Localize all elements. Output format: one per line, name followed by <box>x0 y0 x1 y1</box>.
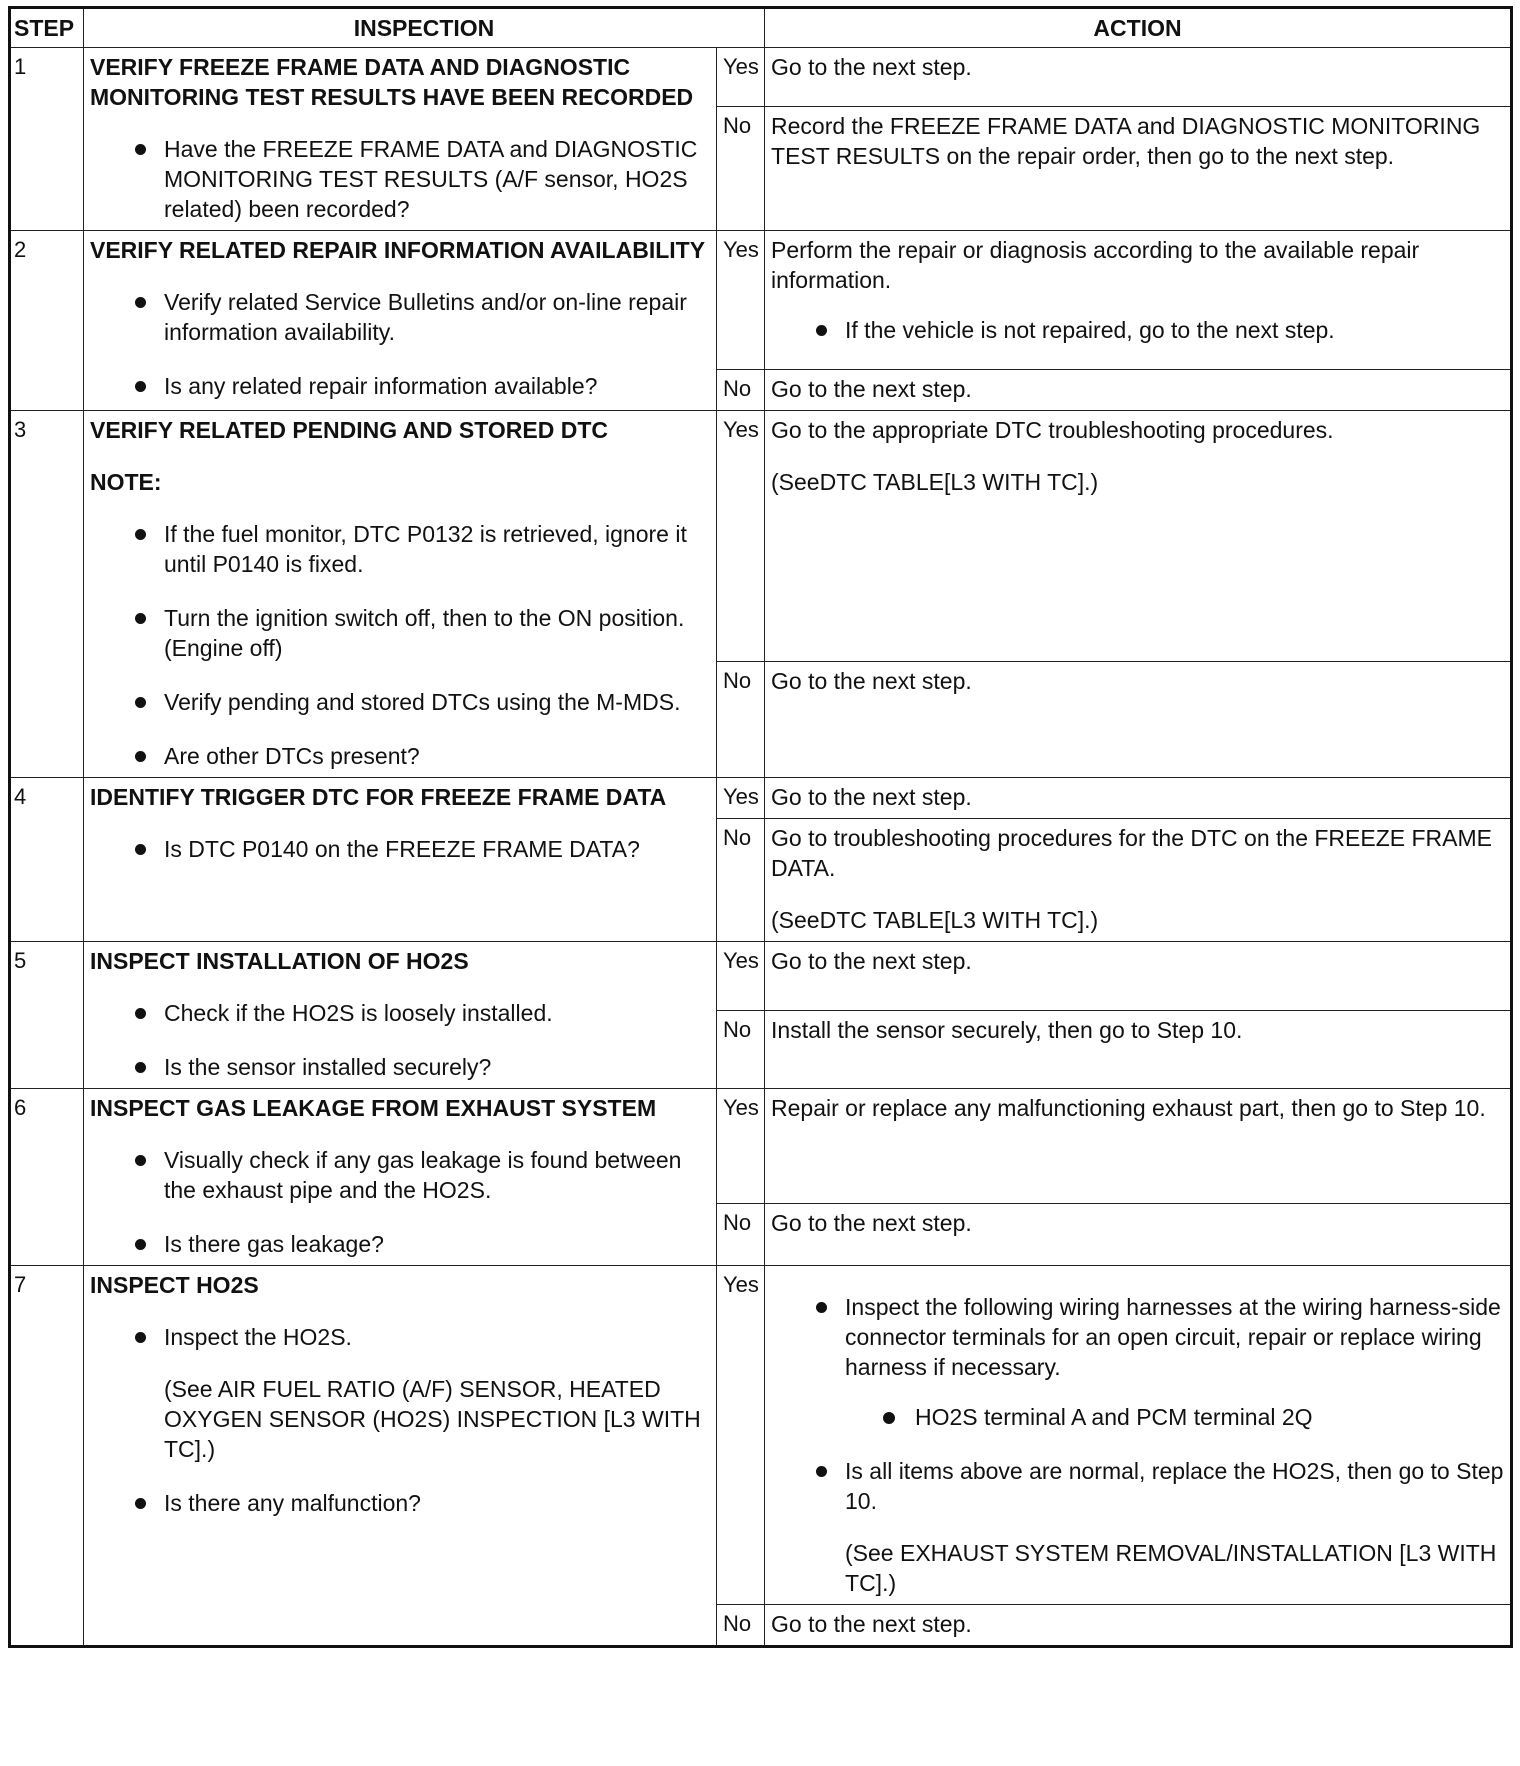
inspection-title: VERIFY FREEZE FRAME DATA AND DIAGNOSTIC MONITORING TEST RESULTS HAVE BEEN RECORDED <box>90 54 694 110</box>
action-no: Go to the next step. <box>765 370 1512 411</box>
action-bullet <box>845 1292 1504 1432</box>
inspection-bullet: Is there gas leakage? <box>164 1229 710 1259</box>
table-row <box>10 411 1512 662</box>
action-yes: Go to the next step. <box>765 942 1512 1011</box>
no-label: No <box>717 662 765 778</box>
inspection-cell <box>84 411 717 778</box>
table-row <box>10 942 1512 1011</box>
inspection-title: VERIFY RELATED REPAIR INFORMATION AVAILABILITY <box>90 237 706 263</box>
inspection-title: IDENTIFY TRIGGER DTC FOR FREEZE FRAME DATA <box>90 784 667 810</box>
no-label: No <box>717 1011 765 1089</box>
table-row <box>10 1089 1512 1204</box>
yes-label: Yes <box>717 231 765 370</box>
inspection-bullet: Is there any malfunction? <box>164 1488 710 1518</box>
action-no-cell <box>765 819 1512 942</box>
note-label: NOTE: <box>90 469 162 495</box>
no-label: No <box>717 1605 765 1647</box>
action-no: Go to the next step. <box>765 662 1512 778</box>
action-yes: Go to the next step. <box>765 778 1512 819</box>
header-row <box>10 8 1512 48</box>
action-no: Install the sensor securely, then go to Step 10. <box>765 1011 1512 1089</box>
action-yes-cell <box>765 411 1512 662</box>
action-bullet-text: Is all items above are normal, replace the HO2S, then go to Step 10. <box>845 1458 1504 1514</box>
no-label: No <box>717 819 765 942</box>
inspection-title: INSPECT INSTALLATION OF HO2S <box>90 948 469 974</box>
action-no: Go to troubleshooting procedures for the DTC on the FREEZE FRAME DATA. <box>771 825 1493 881</box>
inspection-title: VERIFY RELATED PENDING AND STORED DTC <box>90 417 608 443</box>
inspection-cell <box>84 1266 717 1647</box>
step-number: 3 <box>10 411 84 778</box>
action-sub-bullet: HO2S terminal A and PCM terminal 2Q <box>915 1402 1504 1432</box>
action-no: Record the FREEZE FRAME DATA and DIAGNOSTIC MONITORING TEST RESULTS on the repair order, then go to the next step. <box>765 107 1512 231</box>
no-label: No <box>717 370 765 411</box>
action-no: Go to the next step. <box>765 1605 1512 1647</box>
inspection-bullet: Have the FREEZE FRAME DATA and DIAGNOSTIC MONITORING TEST RESULTS (A/F sensor, HO2S related) been recorded? <box>164 134 710 224</box>
inspection-cell <box>84 942 717 1089</box>
action-yes: Go to the appropriate DTC troubleshooting procedures. <box>771 417 1334 443</box>
action-yes-cell <box>765 231 1512 370</box>
action-bullet: If the vehicle is not repaired, go to the next step. <box>845 315 1504 345</box>
no-label: No <box>717 107 765 231</box>
inspection-cell <box>84 778 717 942</box>
inspection-cell <box>84 1089 717 1266</box>
action-bullet-text: Inspect the following wiring harnesses at the wiring harness-side connector terminals for an open circuit, repair or replace wiring harness if necessary. <box>845 1294 1501 1380</box>
inspection-title: INSPECT GAS LEAKAGE FROM EXHAUST SYSTEM <box>90 1095 657 1121</box>
inspection-bullet: Visually check if any gas leakage is found between the exhaust pipe and the HO2S. <box>164 1145 710 1205</box>
yes-label: Yes <box>717 942 765 1011</box>
header-action: ACTION <box>765 8 1512 48</box>
header-inspection: INSPECTION <box>84 8 765 48</box>
inspection-bullet: Are other DTCs present? <box>164 741 710 771</box>
yes-label: Yes <box>717 1089 765 1204</box>
no-label: No <box>717 1204 765 1266</box>
inspection-title: INSPECT HO2S <box>90 1272 259 1298</box>
action-yes: Go to the next step. <box>765 48 1512 107</box>
step-number: 4 <box>10 778 84 942</box>
action-reference: (SeeDTC TABLE[L3 WITH TC].) <box>771 469 1099 495</box>
inspection-bullet: Check if the HO2S is loosely installed. <box>164 998 710 1028</box>
table-row <box>10 48 1512 107</box>
step-number: 7 <box>10 1266 84 1647</box>
troubleshooting-table <box>8 6 1513 1648</box>
action-yes-cell <box>765 1266 1512 1605</box>
table-row <box>10 231 1512 370</box>
step-number: 2 <box>10 231 84 411</box>
inspection-bullet: Turn the ignition switch off, then to the ON position. (Engine off) <box>164 603 710 663</box>
inspection-bullet: Is any related repair information available? <box>164 371 710 401</box>
inspection-bullet: Is the sensor installed securely? <box>164 1052 710 1082</box>
action-reference: (See EXHAUST SYSTEM REMOVAL/INSTALLATION [L3 WITH TC].) <box>845 1540 1497 1596</box>
inspection-cell <box>84 48 717 231</box>
yes-label: Yes <box>717 778 765 819</box>
inspection-bullet <box>164 1322 710 1464</box>
action-yes: Perform the repair or diagnosis according to the available repair information. <box>771 237 1420 293</box>
action-yes: Repair or replace any malfunctioning exhaust part, then go to Step 10. <box>765 1089 1512 1204</box>
inspection-bullet: If the fuel monitor, DTC P0132 is retrieved, ignore it until P0140 is fixed. <box>164 519 710 579</box>
yes-label: Yes <box>717 48 765 107</box>
action-no: Go to the next step. <box>765 1204 1512 1266</box>
table-row <box>10 1266 1512 1605</box>
inspection-bullet: Verify related Service Bulletins and/or on-line repair information availability. <box>164 287 710 347</box>
action-bullet <box>845 1456 1504 1598</box>
step-number: 6 <box>10 1089 84 1266</box>
inspection-bullet: Is DTC P0140 on the FREEZE FRAME DATA? <box>164 834 710 864</box>
yes-label: Yes <box>717 411 765 662</box>
step-number: 5 <box>10 942 84 1089</box>
inspection-bullet: Verify pending and stored DTCs using the M-MDS. <box>164 687 710 717</box>
table-row <box>10 778 1512 819</box>
step-number: 1 <box>10 48 84 231</box>
header-step: STEP <box>10 8 84 48</box>
inspection-cell <box>84 231 717 411</box>
inspection-reference: (See AIR FUEL RATIO (A/F) SENSOR, HEATED OXYGEN SENSOR (HO2S) INSPECTION [L3 WITH TC].) <box>164 1376 701 1462</box>
yes-label: Yes <box>717 1266 765 1605</box>
inspection-bullet-text: Inspect the HO2S. <box>164 1324 352 1350</box>
procedure-document <box>8 6 1510 1648</box>
action-reference: (SeeDTC TABLE[L3 WITH TC].) <box>771 907 1099 933</box>
